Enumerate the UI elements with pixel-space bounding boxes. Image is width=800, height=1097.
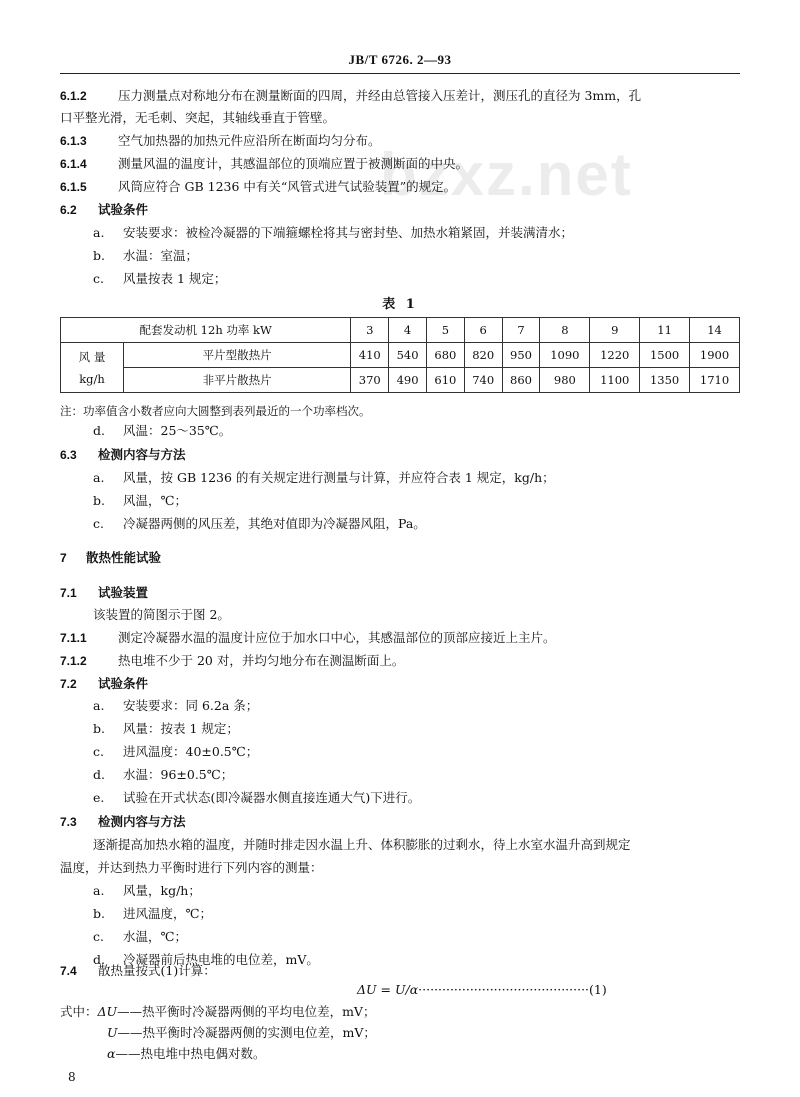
- value-cell: 370: [351, 368, 389, 393]
- power-cell: 9: [590, 318, 640, 343]
- paragraph: 逐渐提高加热水箱的温度，并随时排走因水温上升、体积膨胀的过剩水，待上水室水温升高到规定: [93, 837, 631, 852]
- doc-header: JB/T 6726. 2—93: [348, 52, 452, 67]
- list-label: c.: [93, 744, 104, 759]
- clause-6-1-4: [60, 155, 468, 173]
- airflow-table: [60, 317, 740, 393]
- list-label: d.: [93, 952, 105, 967]
- list-item: [93, 422, 231, 440]
- symbol-desc: ——热电堆中热电偶对数。: [115, 1046, 266, 1061]
- formula-number: (1): [589, 982, 607, 997]
- formula-rhs: U/α: [394, 982, 419, 997]
- list-label: c.: [93, 516, 104, 531]
- clause-number: 6.1.3: [60, 134, 87, 148]
- table-note: 注：功率值含小数者应向大圆整到表列最近的一个功率档次。: [60, 404, 371, 418]
- list-text: 水温：室温；: [123, 248, 199, 263]
- list-text: 试验在开式状态(即冷凝器水侧直接连通大气)下进行。: [123, 790, 421, 805]
- value-cell: 820: [464, 343, 502, 368]
- value-cell: 1100: [590, 368, 640, 393]
- section-7-3: [60, 813, 186, 831]
- formula-eq: =: [376, 982, 395, 997]
- clause-number: 6.1.4: [60, 157, 87, 171]
- section-7-1: [60, 584, 148, 602]
- value-cell: 680: [426, 343, 464, 368]
- clause-7-1-1: [60, 629, 556, 647]
- section-title: 试验条件: [98, 676, 149, 691]
- clause-6-1-2: [60, 87, 641, 105]
- page-number: 8: [68, 1070, 76, 1084]
- list-item: [93, 515, 426, 533]
- clause-text: 热电堆不少于 20 对，并均匀地分布在测温断面上。: [118, 653, 405, 668]
- clause-text: 测定冷凝器水温的温度计应位于加水口中心，其感温部位的顶部应接近上主片。: [118, 630, 556, 645]
- clause-text: 测量风温的温度计，其感温部位的顶端应置于被测断面的中央。: [118, 156, 469, 171]
- table-row: [61, 343, 740, 368]
- section-title: 散热性能试验: [86, 550, 162, 565]
- clause-number: 7.1.1: [60, 631, 87, 645]
- clause-7-1-2: [60, 652, 404, 670]
- symbol-desc: ——热平衡时冷凝器两侧的平均电位差，mV；: [117, 1004, 376, 1019]
- clause-number: 6.1.5: [60, 180, 87, 194]
- list-label: d.: [93, 423, 105, 438]
- value-cell: 610: [426, 368, 464, 393]
- formula-1: [357, 982, 607, 997]
- section-number: 7.1: [60, 586, 77, 600]
- section-6-2: [60, 201, 148, 219]
- list-text: 风温：25～35℃。: [123, 423, 232, 438]
- value-cell: 980: [540, 368, 590, 393]
- power-cell: 11: [640, 318, 690, 343]
- section-title: 试验装置: [98, 585, 149, 600]
- list-item: [93, 789, 420, 807]
- symbol: α: [107, 1046, 116, 1061]
- value-cell: 540: [389, 343, 427, 368]
- list-item: [93, 928, 187, 946]
- airflow-unit: kg/h: [79, 371, 105, 386]
- value-cell: 1220: [590, 343, 640, 368]
- where-line: [107, 1045, 265, 1063]
- list-label: a.: [93, 883, 105, 898]
- list-label: b.: [93, 906, 105, 921]
- section-7: [60, 549, 161, 567]
- list-text: 进风温度，℃；: [123, 906, 212, 921]
- symbol: ΔU: [97, 1004, 118, 1019]
- list-text: 风量，kg/h；: [123, 883, 201, 898]
- section-number: 7: [60, 551, 67, 565]
- section-6-3: [60, 446, 186, 464]
- symbol-desc: ——热平衡时冷凝器两侧的实测电位差，mV；: [117, 1025, 376, 1040]
- where-line: [107, 1024, 376, 1042]
- formula-dots: ···········································: [418, 982, 590, 997]
- clause-number: 6.1.2: [60, 89, 87, 103]
- value-cell: 1710: [690, 368, 740, 393]
- header-rule: [60, 73, 740, 74]
- table-row: [61, 318, 740, 343]
- list-item: [93, 247, 198, 265]
- list-text: 风量按表 1 规定；: [123, 271, 227, 286]
- paragraph-cont: 温度，并达到热力平衡时进行下列内容的测量：: [60, 860, 323, 875]
- list-label: c.: [93, 271, 104, 286]
- formula-lhs: ΔU: [357, 982, 377, 997]
- list-label: e.: [93, 790, 105, 805]
- value-cell: 1900: [690, 343, 740, 368]
- section-title: 检测内容与方法: [98, 447, 186, 462]
- list-text: 冷凝器两侧的风压差，其绝对值即为冷凝器风阻，Pa。: [123, 516, 426, 531]
- power-cell: 4: [389, 318, 427, 343]
- list-text: 冷凝器前后热电堆的电位差，mV。: [123, 952, 319, 967]
- list-label: d.: [93, 767, 105, 782]
- paragraph: 该装置的简图示于图 2。: [93, 607, 230, 622]
- list-text: 风温，℃；: [123, 493, 187, 508]
- section-title: 试验条件: [98, 202, 149, 217]
- row-label: 平片型散热片: [124, 343, 351, 368]
- power-cell: 5: [426, 318, 464, 343]
- list-item: [93, 720, 239, 738]
- symbol: U: [107, 1025, 118, 1040]
- list-text: 安装要求：被检冷凝器的下端箍螺栓将其与密封垫、加热水箱紧固，并装满清水；: [123, 225, 574, 240]
- airflow-label-cell: [61, 343, 124, 393]
- where-line: [60, 1003, 375, 1021]
- list-text: 水温：96±0.5℃；: [123, 767, 234, 782]
- table-row: [61, 368, 740, 393]
- list-item: [93, 469, 555, 487]
- airflow-label: 风 量: [78, 349, 106, 364]
- list-label: a.: [93, 470, 105, 485]
- list-label: c.: [93, 929, 104, 944]
- value-cell: 410: [351, 343, 389, 368]
- list-text: 进风温度：40±0.5℃；: [123, 744, 259, 759]
- clause-text: 压力测量点对称地分布在测量断面的四周，并经由总管接入压差计，测压孔的直径为 3mm，孔: [118, 88, 642, 103]
- clause-6-1-5: [60, 178, 456, 196]
- list-item: [93, 697, 258, 715]
- clause-6-1-2-cont: 口平整光滑，无毛刺、突起，其轴线垂直于管壁。: [60, 110, 336, 125]
- section-number: 7.2: [60, 677, 77, 691]
- list-item: [93, 270, 226, 288]
- power-cell: 14: [690, 318, 740, 343]
- value-cell: 740: [464, 368, 502, 393]
- list-text: 风量，按 GB 1236 的有关规定进行测量与计算，并应符合表 1 规定，kg/h；: [123, 470, 555, 485]
- clause-text: 空气加热器的加热元件应沿所在断面均匀分布。: [118, 133, 381, 148]
- list-item: [93, 766, 233, 784]
- section-7-2: [60, 675, 148, 693]
- where-label: 式中：: [60, 1004, 98, 1019]
- section-text: 散热量按式(1)计算：: [98, 963, 216, 978]
- section-number: 6.2: [60, 203, 77, 217]
- list-item: [93, 224, 573, 242]
- value-cell: 950: [502, 343, 540, 368]
- power-label: 配套发动机 12h 功率 kW: [61, 318, 351, 343]
- clause-6-1-3: [60, 132, 381, 150]
- list-item: [93, 743, 258, 761]
- power-cell: 7: [502, 318, 540, 343]
- clause-text: 风筒应符合 GB 1236 中有关“风管式进气试验装置”的规定。: [118, 179, 457, 194]
- list-item: [93, 905, 212, 923]
- section-number: 7.4: [60, 964, 77, 978]
- section-number: 7.3: [60, 815, 77, 829]
- value-cell: 1090: [540, 343, 590, 368]
- list-label: b.: [93, 721, 105, 736]
- list-label: a.: [93, 698, 105, 713]
- watermark: bzxz.net: [380, 141, 633, 208]
- power-cell: 8: [540, 318, 590, 343]
- table-caption: 表 1: [382, 297, 418, 312]
- section-7-4: [60, 962, 216, 980]
- value-cell: 490: [389, 368, 427, 393]
- list-item: [93, 882, 201, 900]
- section-number: 6.3: [60, 448, 77, 462]
- clause-number: 7.1.2: [60, 654, 87, 668]
- row-label: 非平片散热片: [124, 368, 351, 393]
- list-text: 水温，℃；: [123, 929, 187, 944]
- power-cell: 3: [351, 318, 389, 343]
- section-title: 检测内容与方法: [98, 814, 186, 829]
- list-label: b.: [93, 493, 105, 508]
- list-text: 风量：按表 1 规定；: [123, 721, 239, 736]
- list-label: a.: [93, 225, 105, 240]
- list-label: b.: [93, 248, 105, 263]
- value-cell: 1350: [640, 368, 690, 393]
- value-cell: 860: [502, 368, 540, 393]
- list-item: [93, 492, 187, 510]
- power-cell: 6: [464, 318, 502, 343]
- list-text: 安装要求：同 6.2a 条；: [123, 698, 259, 713]
- value-cell: 1500: [640, 343, 690, 368]
